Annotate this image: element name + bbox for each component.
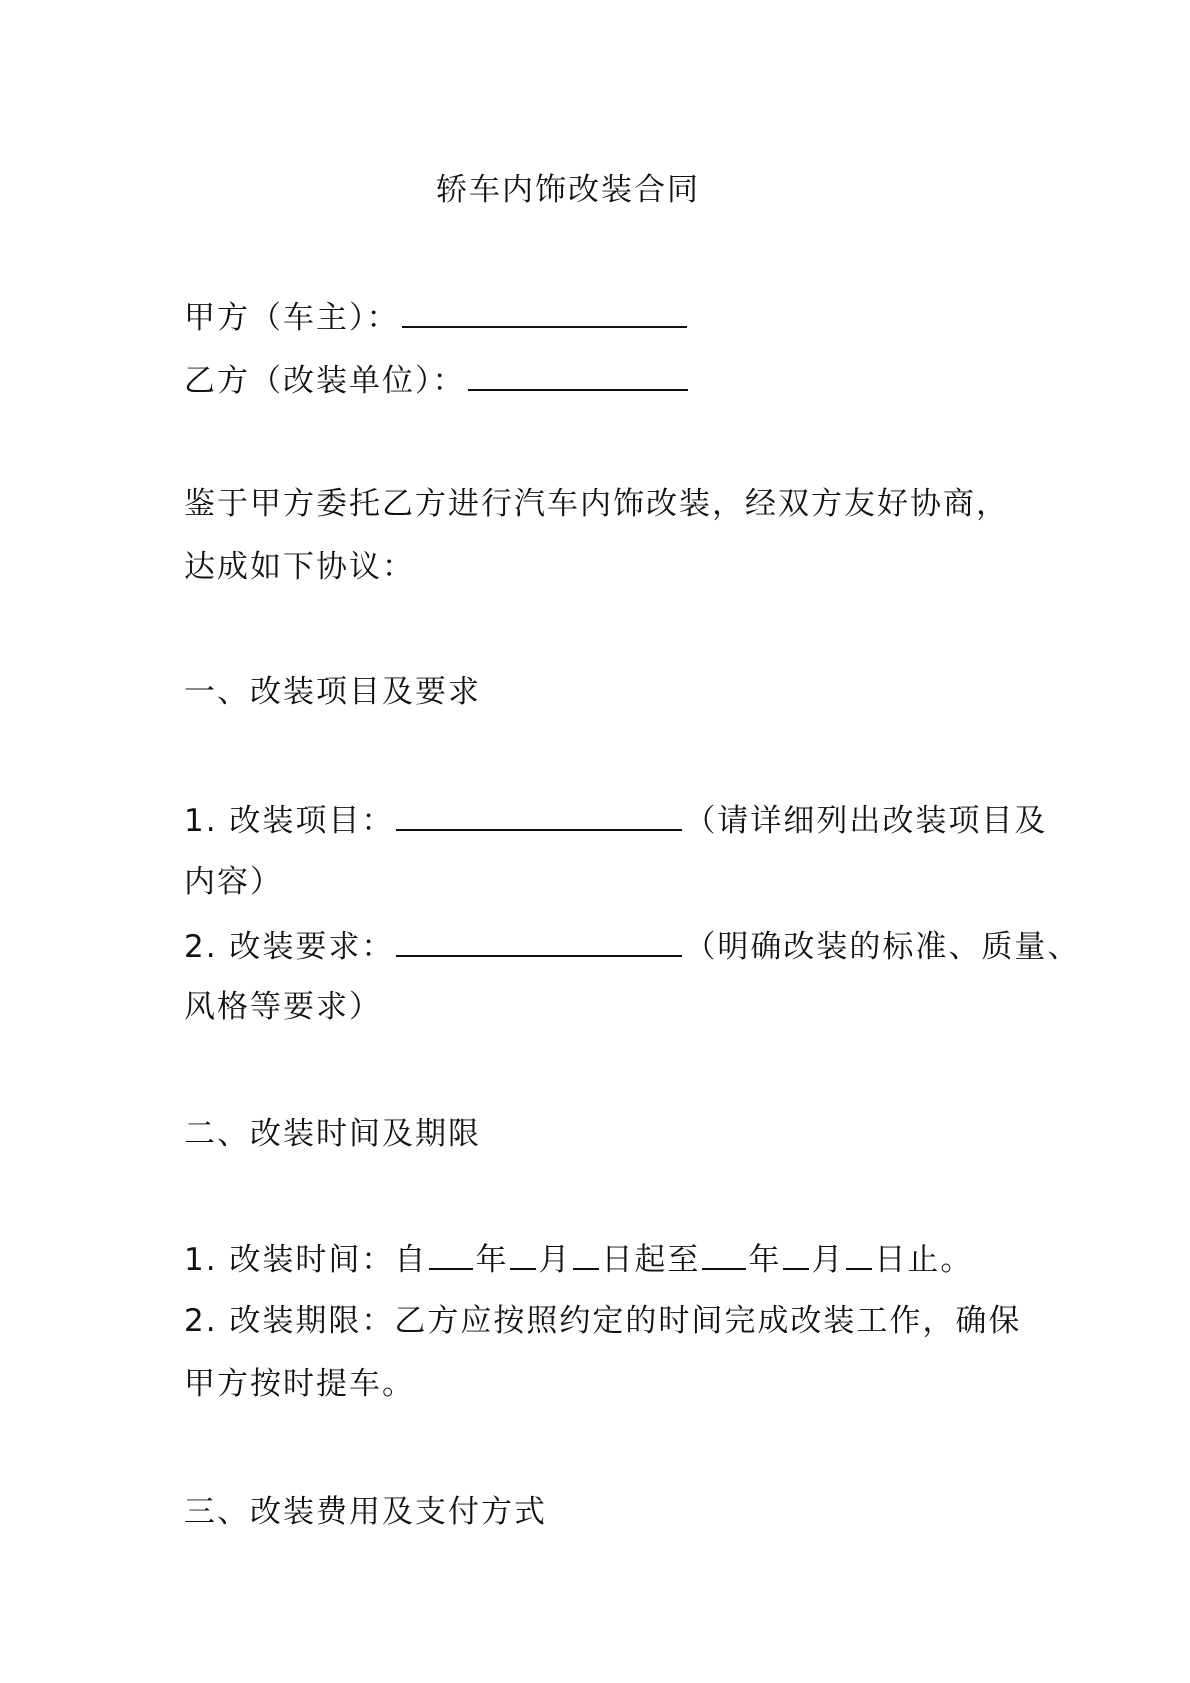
- end-year-blank[interactable]: [702, 1238, 746, 1270]
- party-a-line: [184, 296, 689, 338]
- party-a-blank[interactable]: [402, 296, 687, 328]
- section1-item1: [184, 799, 1047, 841]
- start-year-blank[interactable]: [429, 1238, 473, 1270]
- item2-label: 2. 改装要求：: [184, 929, 395, 965]
- section2-item2: 2. 改装期限：乙方应按照约定的时间完成改装工作，确保: [184, 1303, 1022, 1339]
- party-a-label: 甲方（车主）：: [184, 300, 400, 336]
- month-text: 月: [538, 1242, 572, 1278]
- party-b-line: [184, 359, 690, 401]
- end-month-blank[interactable]: [783, 1238, 809, 1270]
- day-from-text: 日起至: [601, 1242, 701, 1278]
- document-title: 轿车内饰改装合同: [436, 172, 700, 208]
- section2-item1: [184, 1238, 973, 1280]
- start-day-blank[interactable]: [573, 1238, 599, 1270]
- item2-blank[interactable]: [396, 925, 682, 957]
- day-to-text: 日止。: [874, 1242, 974, 1278]
- section2-heading: 二、改装时间及期限: [184, 1116, 481, 1152]
- item1-blank[interactable]: [396, 799, 682, 831]
- section1-item2: [184, 925, 1080, 967]
- year-text: 年: [475, 1242, 509, 1278]
- year-text: 年: [748, 1242, 782, 1278]
- start-month-blank[interactable]: [510, 1238, 536, 1270]
- section2-item2-cont: 甲方按时提车。: [184, 1366, 415, 1402]
- time-label: 1. 改装时间：自: [184, 1242, 428, 1278]
- item1-label: 1. 改装项目：: [184, 803, 395, 839]
- section1-item1-cont: 内容）: [184, 864, 283, 900]
- preamble-line-2: 达成如下协议：: [184, 549, 415, 585]
- end-day-blank[interactable]: [846, 1238, 872, 1270]
- preamble-line-1: 鉴于甲方委托乙方进行汽车内饰改装，经双方友好协商，: [184, 486, 1009, 522]
- party-b-blank[interactable]: [468, 359, 688, 391]
- section1-heading: 一、改装项目及要求: [184, 674, 481, 710]
- month-text: 月: [811, 1242, 845, 1278]
- party-b-label: 乙方（改装单位）：: [184, 363, 466, 399]
- item2-note: （明确改装的标准、质量、: [684, 929, 1081, 965]
- item1-note: （请详细列出改装项目及: [684, 803, 1048, 839]
- section3-heading: 三、改装费用及支付方式: [184, 1494, 547, 1530]
- section1-item2-cont: 风格等要求）: [184, 989, 382, 1025]
